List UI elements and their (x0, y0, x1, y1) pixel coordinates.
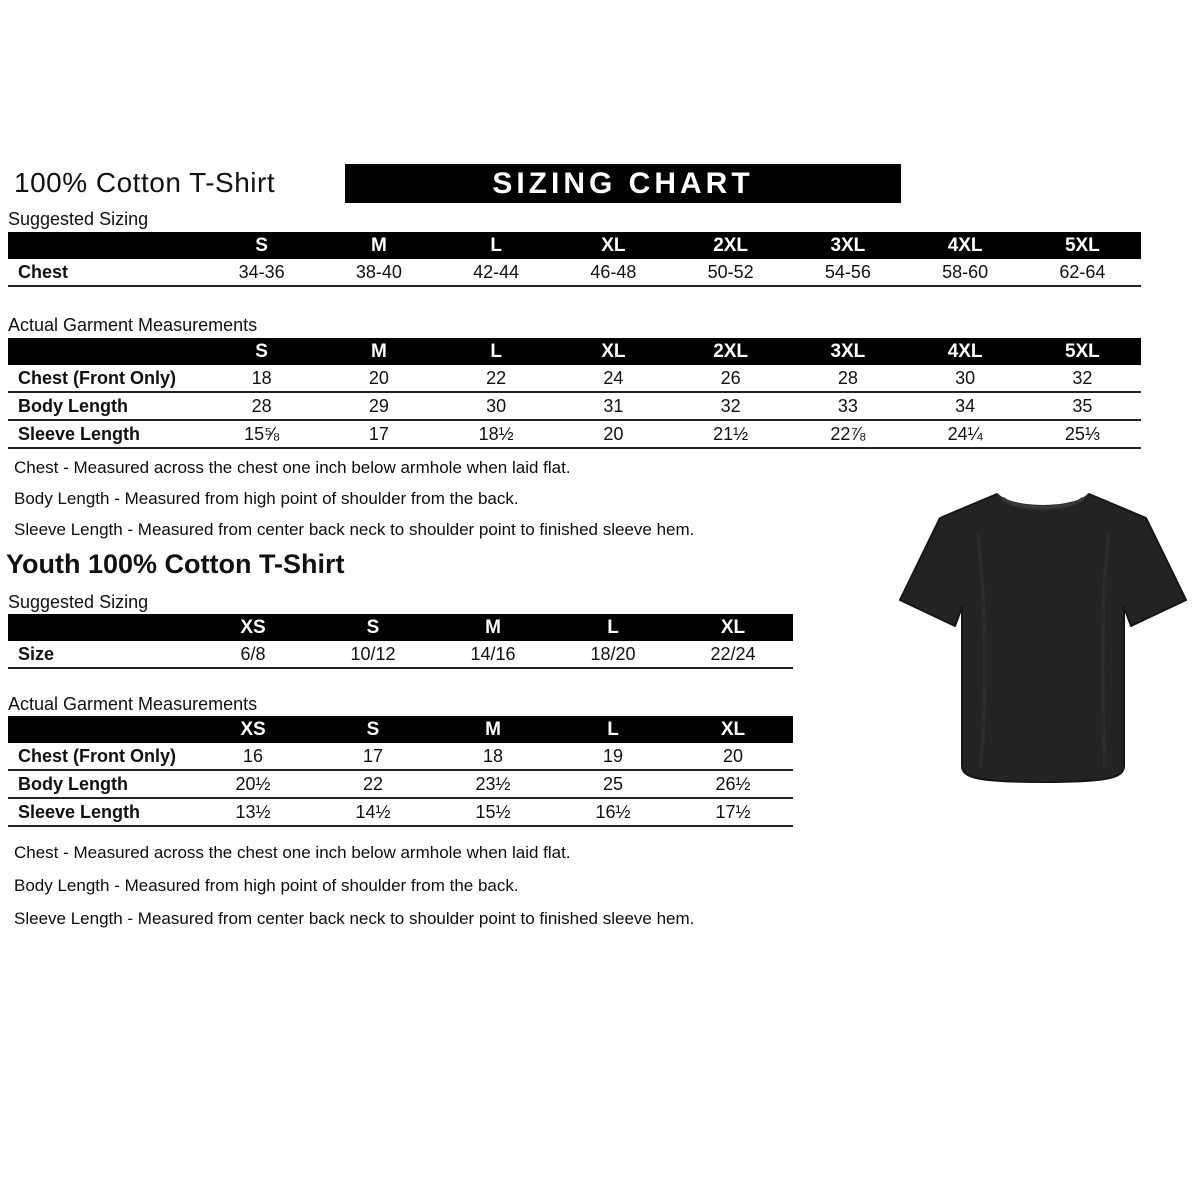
value-cell: 23½ (475, 773, 511, 794)
value-cell: 26½ (715, 773, 751, 794)
value-cell: 34 (955, 395, 976, 416)
value-cell: 15½ (475, 801, 511, 822)
adult-measurement-notes (14, 458, 694, 551)
size-header-2xl: 2XL (672, 232, 789, 259)
value-cell: 13½ (235, 801, 271, 822)
size-header-s: S (203, 338, 320, 365)
size-header-xs: XS (193, 614, 313, 641)
size-header-s: S (313, 716, 433, 743)
note-sleeve-length: Sleeve Length - Measured from center back neck to shoulder point to finished sleeve hem. (14, 520, 695, 539)
value-cell: 32 (1072, 367, 1093, 388)
value-cell: 29 (368, 395, 389, 416)
size-header-s: S (203, 232, 320, 259)
value-cell: 18 (251, 367, 272, 388)
value-cell: 22 (362, 773, 384, 794)
size-header-3xl: 3XL (789, 338, 906, 365)
value-cell: 50-52 (707, 261, 754, 282)
value-cell: 58-60 (942, 261, 989, 282)
size-header-l: L (553, 716, 673, 743)
value-cell: 54-56 (824, 261, 871, 282)
size-header-m: M (433, 716, 553, 743)
value-cell: 14/16 (470, 643, 516, 664)
size-header-xl: XL (673, 614, 793, 641)
size-header-s: S (313, 614, 433, 641)
sleeve-length-row (8, 420, 1141, 448)
chest-front-only-row (8, 365, 1141, 392)
row-label-sleeve-length: Sleeve Length (18, 423, 141, 444)
size-header-l: L (438, 232, 555, 259)
value-cell: 18/20 (590, 643, 636, 664)
tshirt-icon (893, 476, 1193, 816)
note-chest: Chest - Measured across the chest one inch below armhole when laid flat. (14, 458, 571, 477)
body-length-row (8, 770, 793, 798)
row-label-sleeve-length: Sleeve Length (18, 801, 141, 822)
value-cell: 16 (242, 745, 264, 766)
adult-actual-measurements-table (8, 338, 1141, 449)
row-label-chest: Chest (18, 261, 69, 282)
value-cell: 24 (603, 367, 624, 388)
value-cell: 18 (482, 745, 504, 766)
value-cell: 21½ (713, 423, 749, 444)
value-cell: 28 (251, 395, 272, 416)
black-tshirt-image (893, 476, 1193, 816)
value-cell: 17½ (715, 801, 751, 822)
size-header-3xl: 3XL (789, 232, 906, 259)
size-header-4xl: 4XL (907, 338, 1024, 365)
size-header-m: M (320, 232, 437, 259)
value-cell: 42-44 (473, 261, 520, 282)
value-cell: 6/8 (240, 643, 266, 664)
sleeve-length-row (8, 798, 793, 826)
value-cell: 19 (602, 745, 624, 766)
value-cell: 28 (837, 367, 858, 388)
youth-suggested-sizing-table (8, 614, 793, 669)
note-body-length: Body Length - Measured from high point of shoulder from the back. (14, 876, 519, 895)
table-corner-cell (8, 338, 203, 365)
value-cell: 20 (368, 367, 389, 388)
value-cell: 25⅓ (1064, 423, 1100, 444)
value-cell: 30 (955, 367, 976, 388)
size-header-2xl: 2XL (672, 338, 789, 365)
value-cell: 25 (602, 773, 624, 794)
row-label-body-length: Body Length (18, 395, 128, 416)
table-corner-cell (8, 614, 193, 641)
value-cell: 22⅞ (830, 423, 866, 444)
youth-product-title: Youth 100% Cotton T-Shirt (6, 549, 345, 579)
note-sleeve-length: Sleeve Length - Measured from center back neck to shoulder point to finished sleeve hem. (14, 909, 695, 928)
youth-actual-measurements-table (8, 716, 793, 827)
value-cell: 46-48 (590, 261, 637, 282)
value-cell: 34-36 (238, 261, 285, 282)
table-corner-cell (8, 232, 203, 259)
value-cell: 33 (837, 395, 858, 416)
size-header-l: L (553, 614, 673, 641)
size-header-m: M (433, 614, 553, 641)
size-header-xl: XL (673, 716, 793, 743)
row-label-chest-front-only: Chest (Front Only) (18, 367, 176, 388)
value-cell: 31 (603, 395, 624, 416)
value-cell: 35 (1072, 395, 1093, 416)
value-cell: 20 (722, 745, 744, 766)
value-cell: 17 (368, 423, 389, 444)
size-header-xl: XL (555, 232, 672, 259)
size-header-4xl: 4XL (907, 232, 1024, 259)
size-header-row (8, 338, 1141, 365)
sizing-chart-banner: SIZING CHART (345, 164, 901, 203)
size-header-xl: XL (555, 338, 672, 365)
value-cell: 15⅝ (244, 423, 280, 444)
size-row (8, 641, 793, 668)
row-label-size: Size (18, 643, 55, 664)
youth-measurement-notes (14, 843, 694, 940)
value-cell: 18½ (478, 423, 514, 444)
value-cell: 22 (486, 367, 507, 388)
value-cell: 26 (720, 367, 741, 388)
row-label-chest-front-only: Chest (Front Only) (18, 745, 176, 766)
note-body-length: Body Length - Measured from high point of shoulder from the back. (14, 489, 519, 508)
value-cell: 38-40 (355, 261, 402, 282)
table-corner-cell (8, 716, 193, 743)
size-header-xs: XS (193, 716, 313, 743)
chest-row (8, 259, 1141, 286)
value-cell: 17 (362, 745, 384, 766)
chest-front-only-row (8, 743, 793, 770)
adult-product-title: 100% Cotton T-Shirt (14, 167, 276, 198)
value-cell: 16½ (595, 801, 631, 822)
value-cell: 22/24 (710, 643, 756, 664)
size-header-row (8, 614, 793, 641)
adult-suggested-sizing-label: Suggested Sizing (8, 209, 149, 229)
body-length-row (8, 392, 1141, 420)
value-cell: 20½ (235, 773, 271, 794)
size-header-m: M (320, 338, 437, 365)
value-cell: 20 (603, 423, 624, 444)
adult-suggested-sizing-table (8, 232, 1141, 287)
value-cell: 30 (486, 395, 507, 416)
youth-actual-measurements-label: Actual Garment Measurements (8, 694, 258, 714)
row-label-body-length: Body Length (18, 773, 128, 794)
size-header-row (8, 716, 793, 743)
youth-suggested-sizing-label: Suggested Sizing (8, 592, 149, 612)
value-cell: 62-64 (1059, 261, 1106, 282)
value-cell: 10/12 (350, 643, 396, 664)
size-header-5xl: 5XL (1024, 232, 1141, 259)
size-header-5xl: 5XL (1024, 338, 1141, 365)
value-cell: 14½ (355, 801, 391, 822)
note-chest: Chest - Measured across the chest one inch below armhole when laid flat. (14, 843, 571, 862)
size-header-l: L (438, 338, 555, 365)
adult-actual-measurements-label: Actual Garment Measurements (8, 315, 258, 335)
size-header-row (8, 232, 1141, 259)
value-cell: 32 (720, 395, 741, 416)
value-cell: 24¼ (947, 423, 983, 444)
